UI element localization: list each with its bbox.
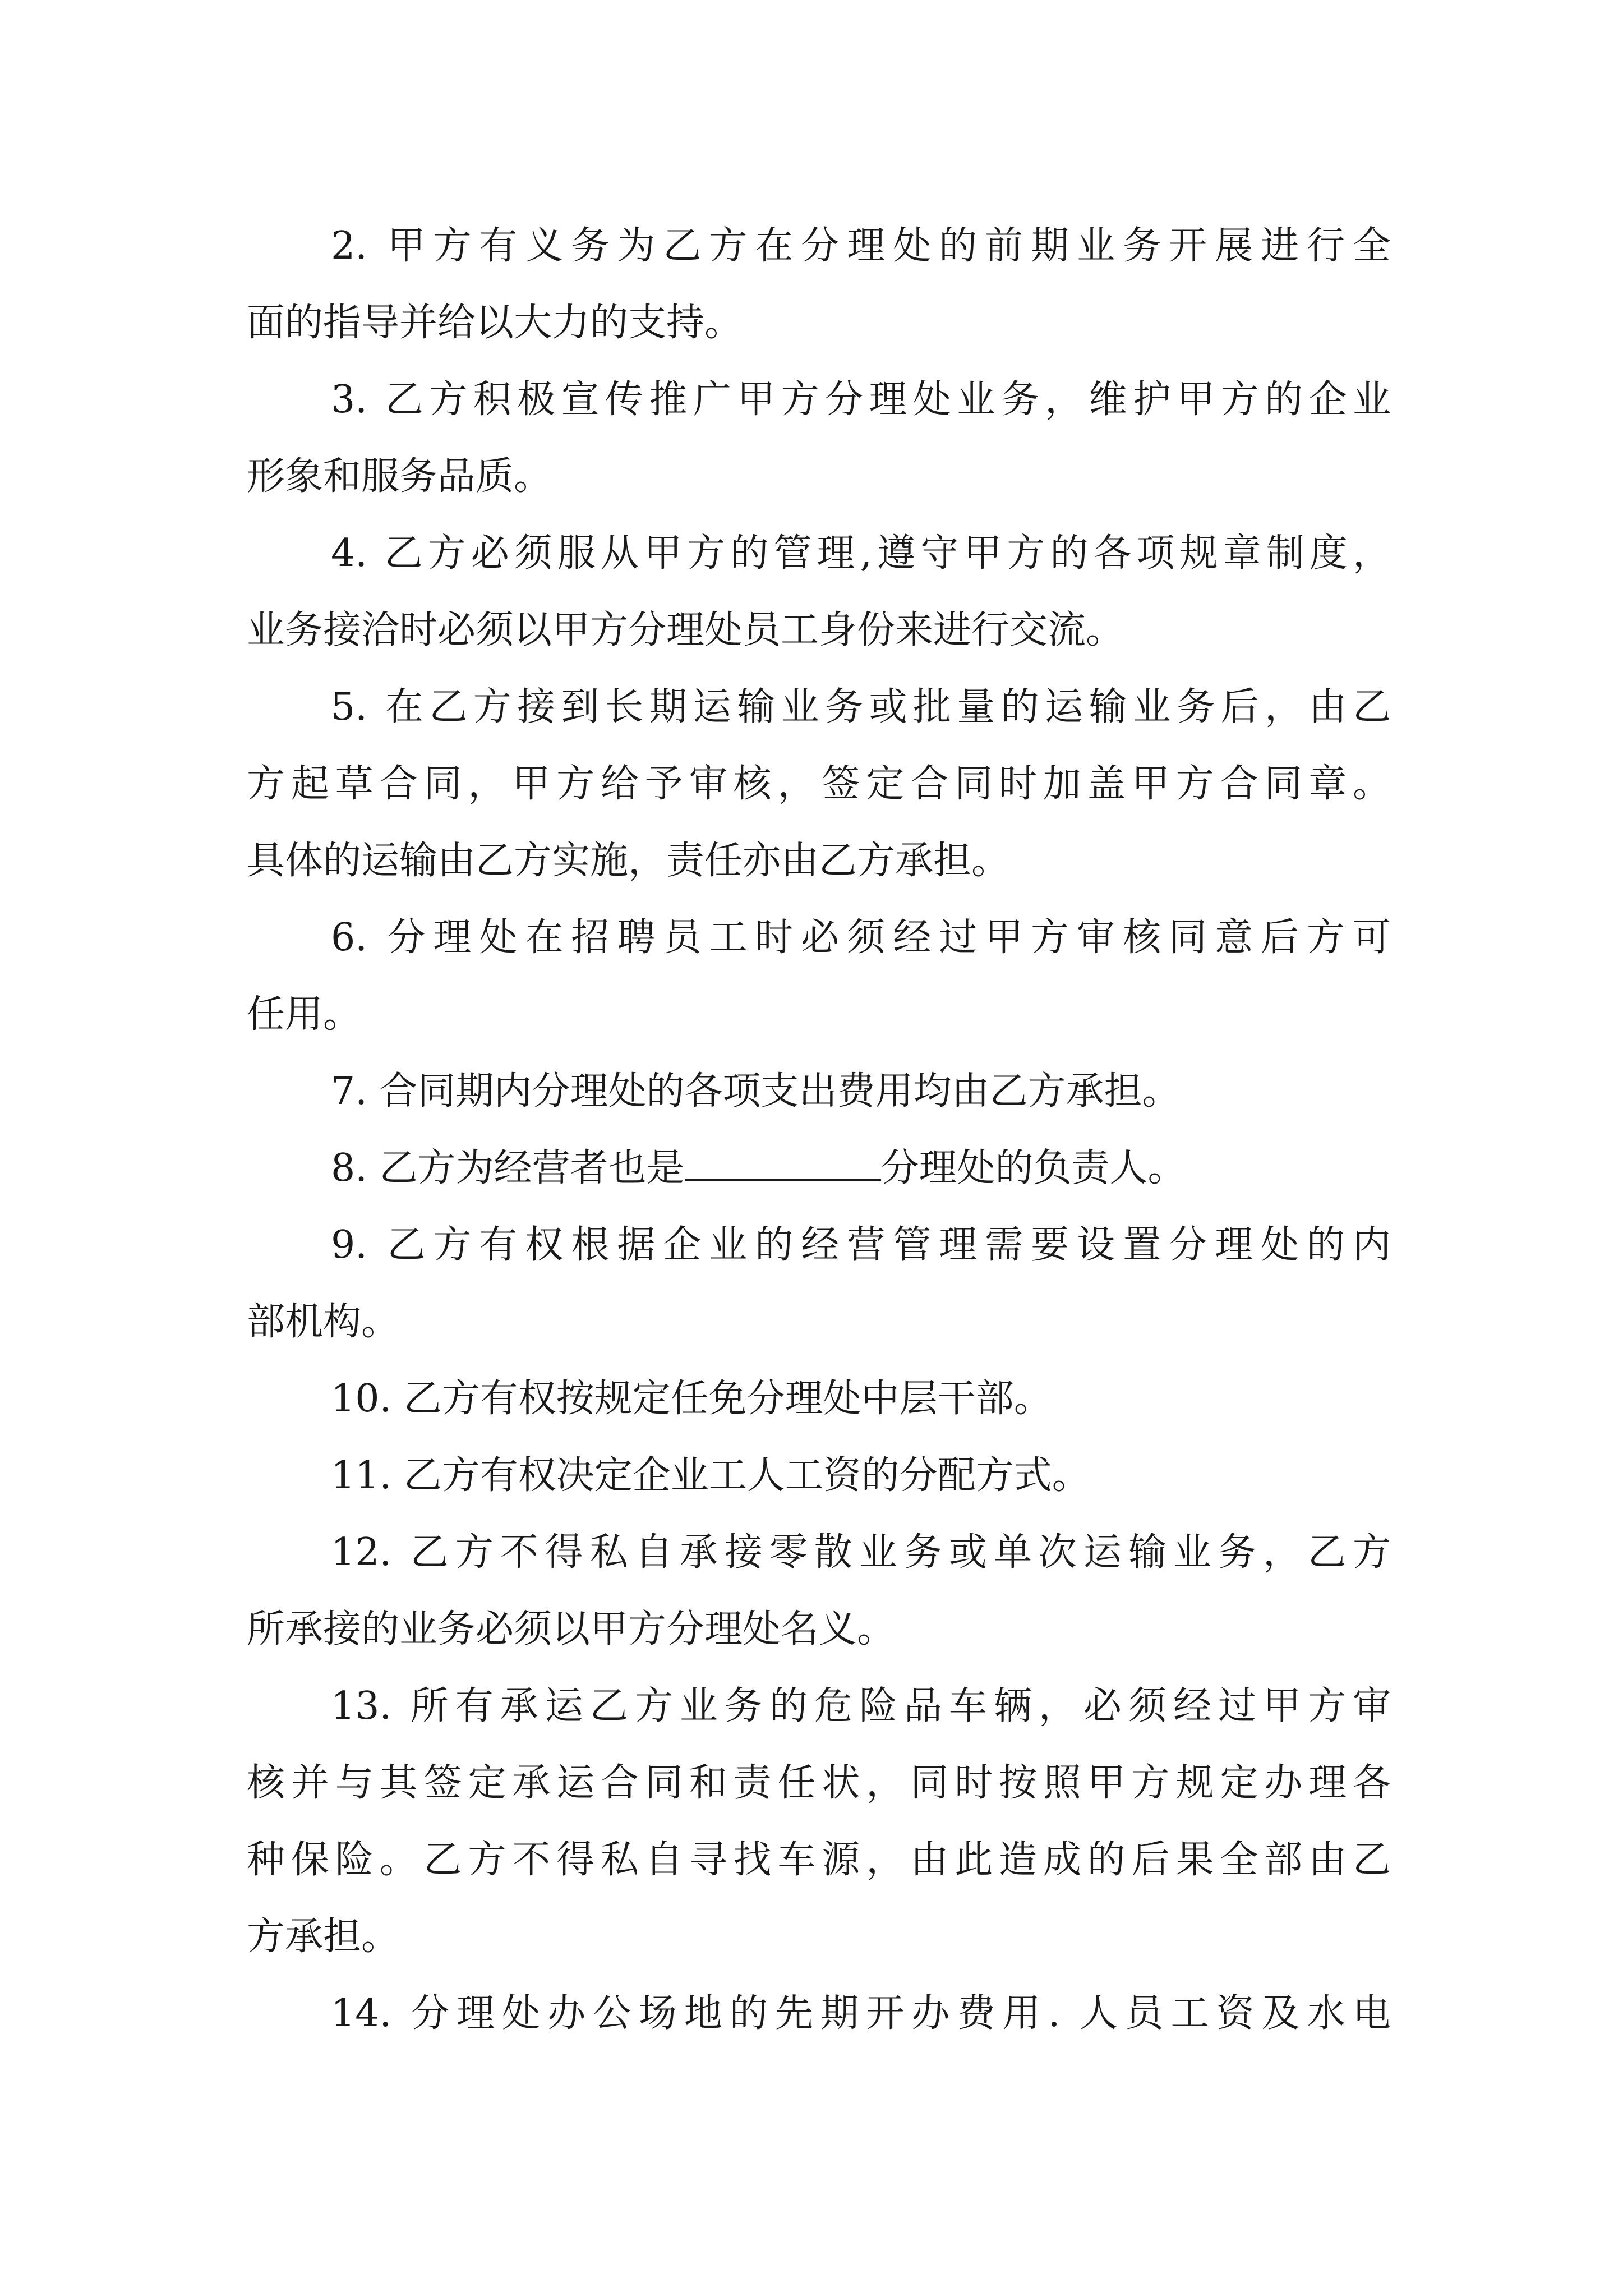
paragraph-line: 形象和服务品质。: [247, 454, 552, 499]
paragraph-line: 14. 分理处办公场地的先期开办费用. 人员工资及水电: [331, 1991, 1391, 2036]
paragraph-12: [247, 1514, 1391, 1668]
paragraph-line: 12. 乙方不得私自承接零散业务或单次运输业务，乙方: [331, 1530, 1391, 1575]
paragraph-line: [247, 1130, 1391, 1207]
paragraph-13: [247, 1668, 1391, 1975]
fill-in-blank: [685, 1145, 881, 1181]
paragraph-2: [247, 208, 1391, 361]
paragraph-line: 10. 乙方有权按规定任免分理处中层干部。: [331, 1377, 1052, 1421]
paragraph-line: 9. 乙方有权根据企业的经营管理需要设置分理处的内: [331, 1223, 1391, 1267]
paragraph-line: 方起草合同，甲方给予审核，签定合同时加盖甲方合同章。: [247, 762, 1391, 806]
paragraph-line: 面的指导并给以大力的支持。: [247, 301, 743, 345]
document-body: [247, 208, 1391, 2052]
paragraph-line: 部机构。: [247, 1300, 400, 1344]
paragraph-9: [247, 1207, 1391, 1360]
blank-suffix-text: 分理处的负责人。: [880, 1146, 1186, 1190]
paragraph-line: 2. 甲方有义务为乙方在分理处的前期业务开展进行全: [331, 224, 1391, 268]
paragraph-8: [247, 1130, 1391, 1207]
blank-prefix-text: 8. 乙方为经营者也是: [331, 1146, 685, 1190]
paragraph-line: 具体的运输由乙方实施，责任亦由乙方承担。: [247, 839, 1010, 883]
paragraph-7: [247, 1053, 1391, 1130]
paragraph-4: [247, 515, 1391, 669]
paragraph-10: [247, 1360, 1391, 1437]
paragraph-line: 业务接洽时必须以甲方分理处员工身份来进行交流。: [247, 608, 1124, 652]
paragraph-3: [247, 361, 1391, 515]
paragraph-line: 任用。: [247, 992, 362, 1037]
paragraph-line: 所承接的业务必须以甲方分理处名义。: [247, 1607, 896, 1651]
paragraph-line: 4. 乙方必须服从甲方的管理,遵守甲方的各项规章制度，: [331, 531, 1391, 576]
paragraph-5: [247, 669, 1391, 899]
paragraph-6: [247, 899, 1391, 1053]
paragraph-line: 核并与其签定承运合同和责任状，同时按照甲方规定办理各: [247, 1761, 1391, 1805]
paragraph-line: 5. 在乙方接到长期运输业务或批量的运输业务后，由乙: [331, 685, 1391, 729]
paragraph-line: 方承担。: [247, 1915, 400, 1959]
paragraph-11: [247, 1437, 1391, 1514]
paragraph-line: 种保险。乙方不得私自寻找车源，由此造成的后果全部由乙: [247, 1838, 1391, 1882]
paragraph-line: 3. 乙方积极宣传推广甲方分理处业务，维护甲方的企业: [331, 378, 1391, 422]
paragraph-line: 7. 合同期内分理处的各项支出费用均由乙方承担。: [331, 1069, 1181, 1114]
paragraph-14: [247, 1975, 1391, 2052]
paragraph-line: 11. 乙方有权决定企业工人工资的分配方式。: [331, 1453, 1090, 1498]
paragraph-line: 6. 分理处在招聘员工时必须经过甲方审核同意后方可: [331, 915, 1391, 960]
paragraph-line: 13. 所有承运乙方业务的危险品车辆，必须经过甲方审: [331, 1684, 1391, 1728]
